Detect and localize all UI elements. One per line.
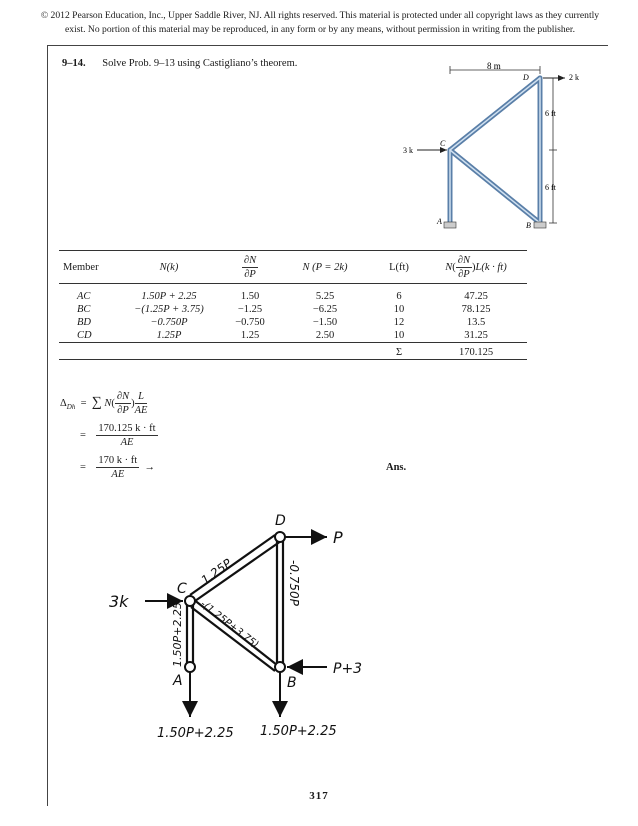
equation-line-2: = $\frac{170.125 k \cdot ft}{AE}$ — [80, 423, 156, 448]
fbd-member-cd: 1.25P — [198, 556, 235, 588]
fbd-label-3k: 3k — [109, 592, 129, 611]
support-a — [444, 222, 456, 228]
fbd-joints — [185, 532, 285, 672]
equation-line-3: = $\frac{170 k \cdot ft}{AE}$ → — [80, 455, 155, 480]
sum-value: 170.125 — [458, 347, 494, 358]
fbd-member-ac: 1.50P+2.25 — [171, 602, 184, 667]
fbd-label-p: P — [333, 528, 343, 547]
table-row: CD 1.25P 1.25 2.50 10 31.25 — [77, 330, 488, 341]
truss-members — [450, 78, 540, 223]
page-number: 317 — [309, 790, 329, 802]
table-sum-row — [59, 343, 527, 360]
node-c-label: C — [440, 139, 446, 148]
dim-upper-label: 6 ft — [545, 109, 556, 118]
col-member: Member — [63, 261, 99, 273]
node-b-label: B — [526, 221, 531, 230]
problem-text: Solve Prob. 9–13 using Castigliano’s theorem. — [102, 58, 298, 69]
truss-figure — [395, 58, 595, 236]
support-b — [534, 222, 546, 228]
dim-top-label: 8 m — [487, 61, 501, 71]
table-row: BC −(1.25P + 3.75) −1.25 −6.25 10 78.125 — [77, 304, 491, 315]
equation-line-1: $\Delta_{Dh}$ = ∑ N( $\frac{\partial N}{\partial P}$ ) $\frac{L}{AE}$ — [60, 391, 148, 416]
fbd-reaction-b: 1.50P+2.25 — [260, 724, 337, 739]
col-product: N( $\frac{\partial N}{\partial P}$ )L(k · ft) — [445, 254, 507, 280]
node-d-label: D — [523, 73, 529, 82]
fbd-label-d: D — [275, 513, 286, 529]
table-row: BD −0.750P −0.750 −1.50 12 13.5 — [77, 317, 486, 328]
copyright-notice — [20, 9, 620, 37]
copyright-line-1: © 2012 Pearson Education, Inc., Upper Saddle River, NJ. All rights reserved. This material is protected under all copyright laws as they currently — [40, 10, 600, 21]
answer-label: Ans. — [386, 462, 407, 473]
col-l: L(ft) — [389, 261, 409, 273]
table-row: AC 1.50P + 2.25 1.50 5.25 6 47.25 — [77, 291, 488, 302]
col-np: N (P = 2k) — [302, 261, 348, 273]
sum-symbol: Σ — [395, 347, 403, 358]
fbd-label-a: A — [173, 673, 183, 689]
fbd-member-bd: -0.750P — [287, 560, 301, 606]
problem-number: 9–14. — [62, 58, 86, 69]
fbd-reaction-a: 1.50P+2.25 — [157, 726, 234, 741]
dim-lower-label: 6 ft — [545, 183, 556, 192]
load-c-label: 3 k — [403, 146, 413, 155]
fbd-label-b: B — [287, 675, 297, 691]
fbd-member-bc: -(1.25P+3.75) — [198, 598, 261, 651]
col-dndp: $\frac{\partial N}{\partial P}$ — [243, 254, 257, 280]
fbd-label-p3: P+3 — [333, 661, 363, 677]
node-a-label: A — [437, 217, 442, 226]
fbd-label-c: C — [177, 581, 187, 597]
member-force-table — [59, 250, 527, 361]
col-n: N(k) — [159, 261, 179, 273]
problem-statement — [62, 58, 297, 69]
load-d-label: 2 k — [569, 73, 579, 82]
copyright-line-2: exist. No portion of this material may be reproduced, in any form or by any means, without permission in writing from the publisher. — [65, 24, 575, 35]
free-body-diagram — [105, 505, 385, 745]
